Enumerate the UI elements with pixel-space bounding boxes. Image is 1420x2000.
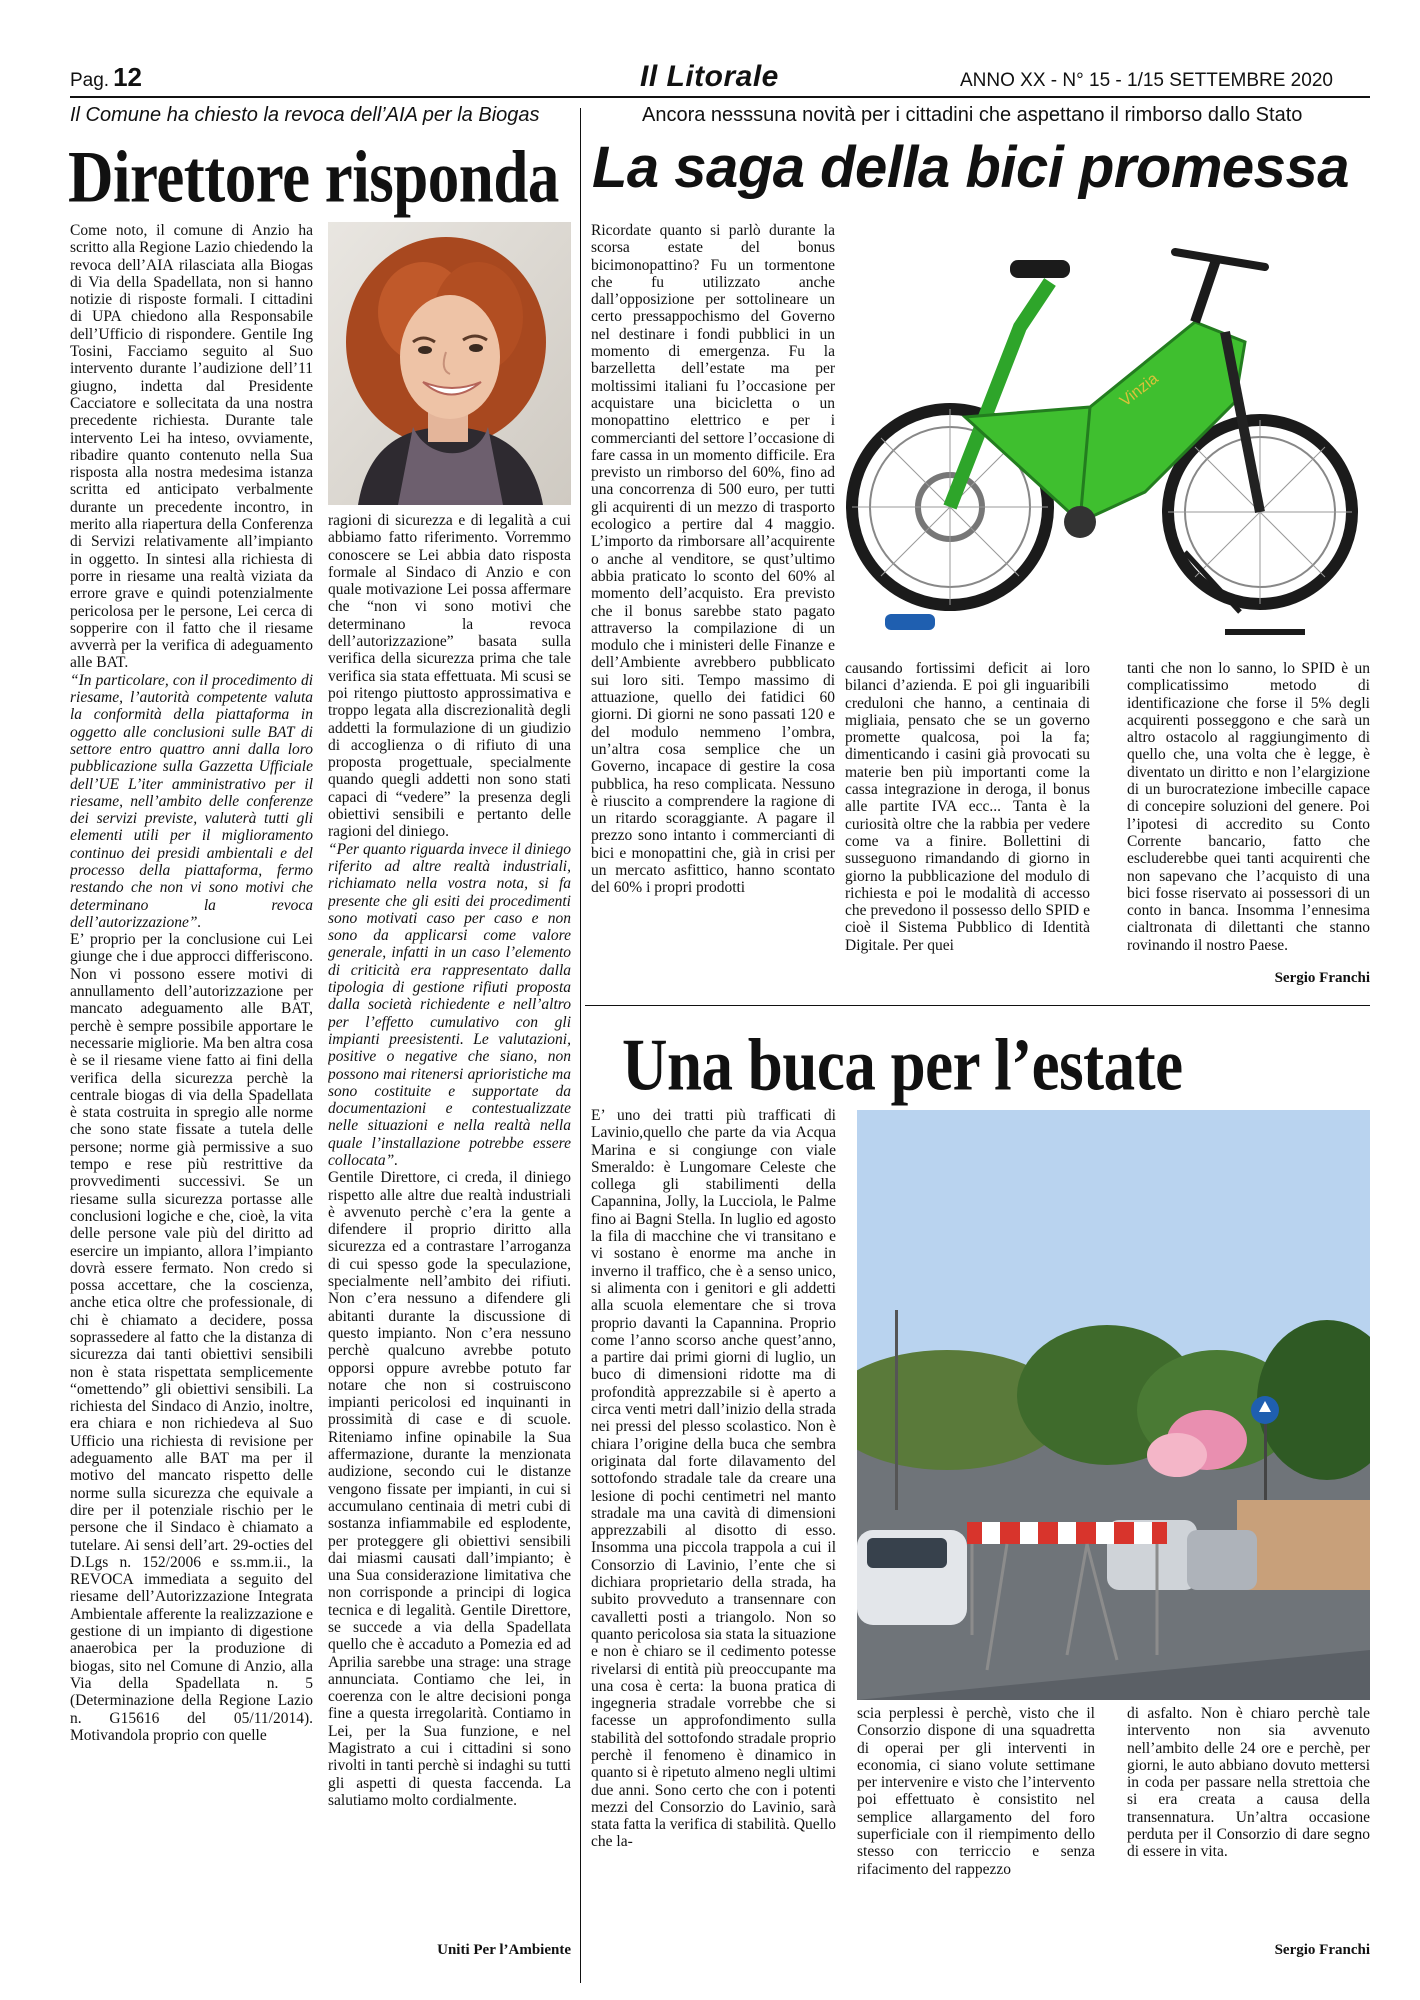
article-separator <box>585 1005 1370 1006</box>
svg-text:Vinzia: Vinzia <box>1116 370 1162 411</box>
article3-headline: Una buca per l’estate <box>622 1023 1183 1106</box>
article1-col1-text: Come noto, il comune di Anzio ha scritto alla Regione Lazio chiedendo la revoca dell’AIA rilasciata alla Biogas di Via della Spadellata, non si hanno notizie di risposte formali. I cittadini di UPA chiedono alla Responsabile dell’Ufficio di rispondere. Gentile Ing Tosini, Facciamo seguito al Suo intervento durante l’audizione dell’11 giugno, indetta dal Presidente Cacciatore e sollecitata da una nostra precedente richiesta. Durante tale intervento Lei ha inteso, ovviamente, ribadire quanto contenuto nella Sua risposta alla nostra medesima istanza scritta ed anticipato verbalmente durante un precedente incontro, in merito alla riapertura della Conferenza di Servizi relativamente all’impianto in oggetto. In sintesi alla richiesta di porre in riesame una realtà viziata da errore grave e quindi potenzialmente pericolosa per le persone, Lei cerca di sopperire con il fatto che il riesame avverrà per la verifica di adeguamento alle BAT. <box>70 222 313 672</box>
article3-column-2 <box>857 1705 1095 1984</box>
article1-headline: Direttore risponda <box>68 135 559 218</box>
article2-column-2 <box>845 660 1090 1002</box>
article1-column-1 <box>70 222 313 1984</box>
article1-col2-text: ragioni di sicurezza e di legalità a cui abbiamo fatto riferimento. Vorremmo conoscere se Lei abbia dato risposta formale al Sindaco di Anzio e con quale motivazione Lei possa affermare che “non vi sono motivi che determinano la revoca dell’autorizzazione” basata sulla verifica della sicurezza prima che tale verifica sia stata effettuata. Mi scusi se poi ritengo piuttosto approssimativa e troppo legata alla discrezionalità degli addetti la formulazione di un giudizio di accoglienza o di rifiuto di una proposta progettuale, specialmente quando quegli addetti non sono stati capaci di “vedere” la presenza degli obiettivi sensibili e pertanto delle ragioni del diniego. <box>328 512 571 841</box>
masthead: Il Litorale <box>640 60 779 93</box>
article2-kicker: Ancora nesssuna novità per i cittadini che aspettano il rimborso dallo Stato <box>642 104 1303 126</box>
article3-col1-text: E’ uno dei tratti più trafficati di Lavinio,quello che parte da via Acqua Marina e si congiunge con viale Smeraldo: è Lungomare Celeste che collega gli stabilimenti della Capannina, Jolly, la Lucciola, le Palme fino ai Bagni Stella. In luglio ed agosto la fila di macchine che vi transitano e vi sostano è enorme ma anche in inverno il traffico, che è a senso unico, si alimenta con i genitori e gli addetti alla scuola elementare che si trova proprio davanti la Capannina. Proprio come l’anno scorso anche quest’anno, a partire dai primi giorni di luglio, un buco di dimensioni ridotte ma di profondità apprezzabile si è aperto a circa venti metri dall’inizio della strada nei pressi del plesso scolastico. Non è chiara l’origine della buca che sembra originata dal forte dilavamento del sottofondo stradale tale da creare una lesione di pochi centimetri nel manto stradale ma una cavità di dimensioni apprezzabili al disotto di esso. Insomma una piccola trappola a cui il Consorzio di Lavinio, l’ente che si dichiara proprietario della strada, ha subito provveduto a transennare con cavalletti posti a triangolo. Non so quanto pericolosa sia stata la situazione e non è chiaro se il cedimento potesse rivelarsi di entità più preoccupante ma una cosa è certa: la buona pratica di ingegneria stradale vorrebbe che si facesse un approfondimento sulla stabilità del sottofondo stradale proprio perchè il fenomeno è dinamico in quanto si è ripetuto almeno negli ultimi due anni. Sono certo che con i potenti mezzi del Consorzio do Lavinio, sarà stata fatta la verifica di stabilità. Quello che la- <box>591 1107 836 1851</box>
article3-col2-text: scia perplessi è perchè, visto che il Consorzio dispone di una squadretta di operai per gli interventi in economia, ci siano volute settimane per intervenire e visto che l’intervento poi effettuato è consistito nel semplice allargamento del foro superficiale con il riempimento dello stesso con terriccio e senza rifacimento del rappezzo <box>857 1705 1095 1878</box>
article1-column-2 <box>328 512 571 1984</box>
article2-signature: Sergio Franchi <box>1274 970 1370 986</box>
issue-info: ANNO XX - N° 15 - 1/15 SETTEMBRE 2020 <box>960 70 1333 91</box>
article3-column-3 <box>1127 1705 1370 1945</box>
article1-col1-text-b: E’ proprio per la conclusione cui Lei giunge che i due approcci differiscono. Non vi possono essere motivi di annullamento dell’autorizzazione per mancato adeguamento alle BAT, perchè è sempre possibile apportare le necessarie migliorie. Ma ben altra cosa è se il riesame viene fatto ai fini della verifica della sicurezza perchè la centrale biogas di via della Spadellata è stata costruita in spregio alle norme che sono state fissate a tutela delle persone; norme già permissive a suo tempo e rese più restrittive da provvedimenti successivi. Se un riesame sulla sicurezza portasse alle conclusioni logiche e che, cioè, la vita delle persone vale più del diritto ad esercire un impianto, allora l’impianto dovrà essere fermato. Non credo si possa accettare, che la coscienza, anche etica oltre che professionale, di chi è chiamato a decidere, possa soprassedere al fatto che la distanza di sicurezza dai tanti obiettivi sensibili non è stata rispettata semplicemente “omettendo” gli obiettivi sensibili. La richiesta del Sindaco di Anzio, inoltre, era chiara e non richiedeva al Suo Ufficio una richiesta di revisione per adeguamento alle BAT ma per il motivo del mancato rispetto delle norme sulla sicurezza che equivale a dire per il potenziale rischio per le persone che il Sindaco è chiamato a tutelare. Ai sensi dell’art. 29-octies del D.Lgs n. 152/2006 e ss.mm.ii., la REVOCA immediata a seguito del riesame dell’Autorizzazione Integrata Ambientale afferente la realizzazione e gestione di un impianto di digestione anaerobica per la produzione di biogas, sito nel Comune di Anzio, alla Via della Spadellata n. 5 (Determinazione della Regione Lazio n. G15616 del 05/11/2014). Motivandola proprio con quelle <box>70 931 313 1744</box>
article3-signature: Sergio Franchi <box>1274 1942 1370 1958</box>
article2-headline: La saga della bici promessa <box>592 135 1349 200</box>
article1-signature: Uniti Per l’Ambiente <box>437 1942 571 1958</box>
article2-col1-text: Ricordate quanto si parlò durante la scorsa estate del bonus bicimonopattino? Fu un tormentone che fu utilizzato anche dall’opposizione per sottolineare un certo pressappochismo del Governo nel destinare i fondi pubblici in un momento di emergenza. Fu la barzelletta dell’estate ma per moltissimi italiani fu l’occasione per acquistare una bicicletta o un monopattino elettrico e per i commercianti del settore l’occasione di fare cassa in un momento difficile. Era previsto un rimborso del 60%, fino ad una concorrenza di 500 euro, per tutti gli acquirenti di un mezzo di trasporto ecologico a pertire dal 4 maggio. L’importo da rimborsare all’acquirente o anche al venditore, se qust’ultimo abbia praticato lo sconto del 60% al momento dell’acquisto. Era previsto che il bonus sarebbe stato pagato attraverso la compilazione di un modulo che i ministeri delle Finanze e dell’Ambiente avrebbero pubblicato sui loro siti. Tempo massimo di attuazione, quello dei fatidici 60 giorni. Di giorni ne sono passati 120 e del modulo nemmeno l’ombra, un’altra cosa semplice che un Governo, incapace di gestire la cosa pubblica, ha reso complicata. Nessuno è riuscito a comprendere la ragione di un ritardo scoraggiante. A pagare il prezzo sono intanto i commercianti di bici e monopattini che, già in crisi per un mercato asfittico, hanno scontato del 60% i propri prodotti <box>591 222 835 897</box>
article1-kicker: Il Comune ha chiesto la revoca dell’AIA per la Biogas <box>70 104 540 126</box>
article2-column-1 <box>591 222 835 1002</box>
article2-col2-text: causando fortissimi deficit ai loro bilanci d’azienda. E poi gli inguaribili creduloni che hanno, a centinaia di migliaia, pensato che se un governo promette qualcosa, poi la fa; dimenticando i casini già provocati su materie ben più importanti come la cassa integrazione in deroga, il bonus alle partite IVA ecc... Tanta è la curiosità oltre che la rabbia per vedere come va a finire. Bollettini di susseguono rimandando di giorno in giorno la pubblicazione del modulo di richiesta e poi le modalità di accesso che prevedono il possesso dello SPID e cioè il Sistema Pubblico di Identità Digitale. Per quei <box>845 660 1090 954</box>
bike-photo <box>845 222 1370 650</box>
street-photo <box>857 1110 1370 1700</box>
article1-col2-text-b: Gentile Direttore, ci creda, il diniego rispetto alle altre due realtà industriali è avvenuto perchè c’era la gente a difendere il proprio diritto alla sicurezza ed a contrastare l’arroganza di cui spesso gode la speculazione, specialmente nell’ambito dei rifiuti. Non c’era nessuno a difendere gli abitanti durante la discussione di questo impianto. Non c’era nessuno perchè qualcuno avrebbe potuto opporsi oppure avrebbe potuto far notare che non si costruiscono impianti pericolosi ed inquinanti in prossimità di case e di scuole. Riteniamo infine opinabile la Sua affermazione, durante la menzionata audizione, secondo cui le distanze vengono fissate per impianti, in cui si accumulano centinaia di metri cubi di sostanza infiammabile ed esplodente, per proteggere gli obiettivi sensibili dai miasmi causati dall’impianto; è una Sua considerazione limitativa che non corrisponde a principi di logica tecnica e di legalità. Gentile Direttore, se succede a via della Spadellata quello che è accaduto a Pomezia ed ad Aprilia sarebbe una strage: una strage annunciata. Contiamo che lei, in coerenza con le altre decisioni ponga fine a questa irregolarità. Contiamo in Lei, per la Sua funzione, e nel Magistrato a cui i cittadini si sono rivolti in tanti perchè si indaghi su tutti gli aspetti di questa faccenda. La salutiamo molto cordialmente. <box>328 1169 571 1809</box>
article3-column-1 <box>591 1107 836 1984</box>
article2-column-3 <box>1127 660 1370 970</box>
article2-col3-text: tanti che non lo sanno, lo SPID è un complicatissimo metodo di identificazione che forse il 5% degli acquirenti posseggono e che sarà un altro ostacolo al raggiungimento di quello che, una volta che è legge, è diventato un diritto e non l’elargizione di un burocratezione imbecille capace di concepire soluzioni del genere. Poi l’ipotesi di accredito su Conto Corrente bancario, fatto che escluderebbe quei tanti acquirenti che non sapevano che l’acquisto di una bici fosse riservato ai possessori di un conto in banca. Insomma l’ennesima cialtronata di dilettanti che stanno rovinando il nostro Paese. <box>1127 660 1370 954</box>
article1-col2-quote: “Per quanto riguarda invece il diniego riferito ad altre realtà industriali, richiamato nella vostra nota, si fa presente che gli esiti dei procedimenti sono motivati caso per caso e non sono da applicarsi come valore generale, infatti in un caso l’elemento di criticità era rappresentato dalla tipologia di gestione rifiuti proposta dalla società richiedente e nell’altro per l’effetto cumulativo con gli impianti preesistenti. Le valutazioni, positive o negative che siano, non possono mai ritenersi aprioristiche ma sono costituite e supportate da documentazioni e contestualizzate nelle situazioni e nella realtà nella quale l’installazione potrebbe essere collocata”. <box>328 840 571 1169</box>
page-number: Pag. 12 <box>70 62 143 92</box>
article3-col3-text: di asfalto. Non è chiaro perchè tale intervento non sia avvenuto nell’ambito delle 24 ore e perchè, per giorni, le auto abbiano dovuto mettersi in coda per passare nella strettoia che si era creata a causa della transennatura. Un’altra occasione perduta per il Consorzio di dare segno di essere in vita. <box>1127 1705 1370 1861</box>
portrait-photo <box>328 222 571 505</box>
article1-col1-quote: “In particolare, con il procedimento di riesame, l’autorità competente valuta la conformità della piattaforma in oggetto alle conclusioni sulle BAT di settore entro quattro anni dalla loro pubblicazione sulla Gazzetta Ufficiale dell’UE L’iter amministrativo per il riesame, nell’ambito delle conferenze dei servizi previste, valuterà tutti gli elementi utili per il miglioramento continuo dei presidi ambientali e del processo della piattaforma, fermo restando che non vi sono motivi che determinano la revoca dell’autorizzazione”. <box>70 671 313 931</box>
column-divider <box>580 108 581 1983</box>
